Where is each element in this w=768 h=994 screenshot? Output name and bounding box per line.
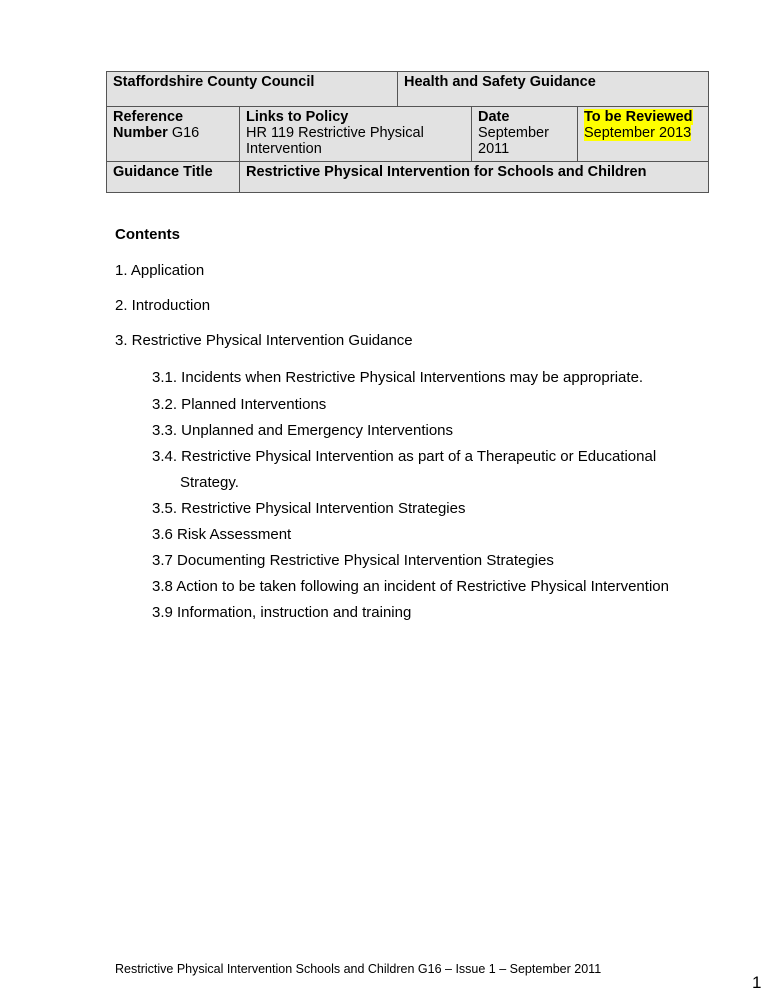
org-name: Staffordshire County Council [113,74,315,90]
footer-text: Restrictive Physical Intervention Schools and Children G16 – Issue 1 – September 2011 [115,962,602,976]
toc-item: 2. Introduction [115,297,211,314]
toc-item: 1. Application [115,262,205,279]
links-value-2: Intervention [246,141,322,157]
title-label: Guidance Title [113,164,213,180]
toc-subitem: 3.2. Planned Interventions [152,396,327,413]
date-label: Date [478,109,510,125]
date-value-2: 2011 [478,141,510,157]
toc-subitem: 3.6 Risk Assessment [152,526,292,543]
links-value-1: HR 119 Restrictive Physical [246,125,424,141]
doc-type: Health and Safety Guidance [404,74,596,90]
number-value: G16 [171,125,200,141]
toc-subitem: 3.5. Restrictive Physical Intervention Strategies [152,500,466,517]
contents-heading: Contents [115,226,180,243]
title-value: Restrictive Physical Intervention for Schools and Children [246,164,647,180]
number-label: Number [113,125,168,141]
page-number: 1 [752,973,762,992]
toc-subitem: 3.1. Incidents when Restrictive Physical Interventions may be appropriate. [152,369,644,386]
toc-subitem: 3.8 Action to be taken following an incident of Restrictive Physical Intervention [152,578,669,595]
toc-subitem: 3.3. Unplanned and Emergency Interventions [152,422,454,439]
reference-label: Reference [113,109,184,125]
toc-subitem: 3.7 Documenting Restrictive Physical Intervention Strategies [152,552,554,569]
toc-subitem-cont: Strategy. [180,474,239,491]
toc-subitem: 3.9 Information, instruction and training [152,604,412,621]
date-value-1: September [478,125,549,141]
review-label: To be Reviewed [584,109,693,125]
header-table [106,71,709,193]
links-label: Links to Policy [246,109,349,125]
review-value: September 2013 [584,125,692,141]
toc-subitem: 3.4. Restrictive Physical Intervention as part of a Therapeutic or Educational [152,448,657,465]
toc-item: 3. Restrictive Physical Intervention Guidance [115,332,413,349]
